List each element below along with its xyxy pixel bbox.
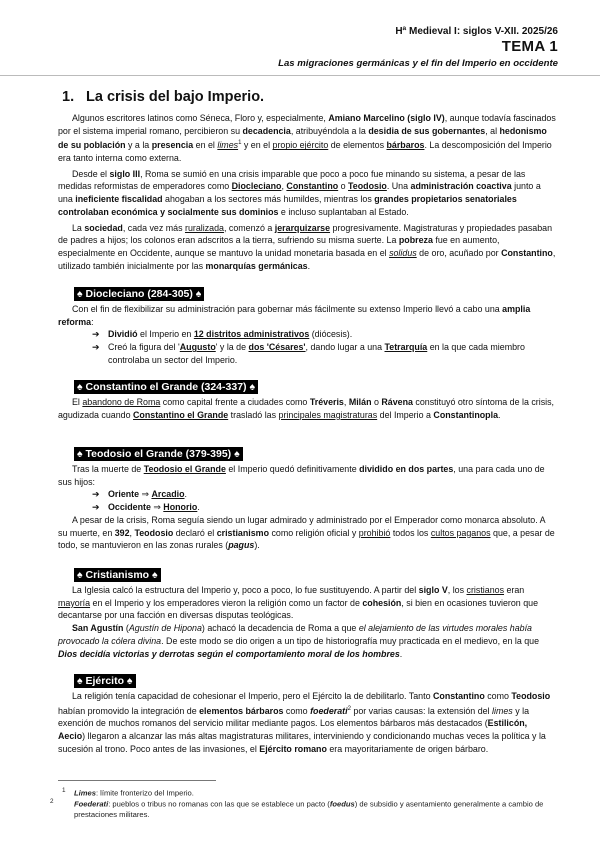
section-number: 1. — [62, 89, 75, 105]
cristianismo-paragraph-1: La Iglesia calcó la estructura del Imperio y, poco a poco, lo fue sustituyendo. A partir del siglo V, los cristianos eran mayoría en el Imperio y los emperadores vieron la religión como un factor de cohesión, si bien en ocasiones tuvieron que decantarse por una facción en diversas disputas teológicas. — [58, 585, 539, 621]
diocleciano-item-2: ➔ Creó la figura del 'Augusto' y la de dos 'Césares', dando lugar a una Tetrarquía en la que cada miembro controlaba un sector del Imperio. — [92, 342, 525, 365]
intro-paragraph-1: Algunos escritores latinos como Séneca, Floro y, especialmente, Amiano Marcelino (siglo IV), aunque todavía fascinados por el sistema imperial romano, percibieron su decadencia, atribuyéndola a la desidia de sus gobernantes, al hedonismo de su población y a la presencia en el limes$^1$ y en el propio ejército de elementos bárbaros. La descomposición del Imperio era tanto interna como externa. — [58, 113, 556, 164]
footnote-1: $^1$ Limes: límite fronterizo del Imperio. — [62, 787, 194, 798]
arrow-bullet-icon: ➔ — [92, 489, 100, 500]
header-course: Hª Medieval I: siglos V-XII. 2025/26 — [395, 26, 558, 37]
footnote-ref-foederati: foederati — [310, 705, 348, 716]
section-title — [62, 89, 264, 105]
section-title-text: La crisis del bajo Imperio. — [86, 89, 265, 105]
intro-paragraph-2: Desde el siglo III, Roma se sumió en una crisis imparable que poco a poco fue minando su sistema, a pesar de las medidas reformistas de emperadores como Diocleciano, Constantino o Teodosio. Una administración coactiva junto a una ineficiente fiscalidad ahogaban a los sectores más humildes, mientras los grandes propietarios senatoriales controlaban económica y socialmente sus dominios e incluso suplantaban al Estado. — [58, 168, 541, 217]
subheading-diocleciano: ♠ Diocleciano (284-305) ♠ — [74, 287, 204, 301]
subheading-teodosio: ♠ Teodosio el Grande (379-395) ♠ — [74, 447, 243, 461]
arrow-bullet-icon: ➔ — [92, 502, 100, 513]
subheading-cristianismo: ♠ Cristianismo ♠ — [74, 568, 161, 582]
header-divider — [0, 75, 600, 76]
diocleciano-block — [58, 303, 556, 367]
intro-block — [58, 112, 556, 272]
diocleciano-paragraph: Con el fin de flexibilizar su administración para gobernar más fácilmente su extenso Imperio llevó a cabo una amplia reforma: — [58, 304, 531, 327]
footnote-divider — [58, 780, 216, 781]
cristianismo-paragraph-2: San Agustín (Agustín de Hipona) achacó la decadencia de Roma a que el alejamiento de las virtudes morales había provocado la cólera divina. De este modo se dio origen a un tipo de historiografía muy practicada en el medievo, en la que Dios decidía victorias y derrotas según el comportamiento moral de los hombres. — [58, 623, 540, 659]
subheading-constantino: ♠ Constantino el Grande (324-337) ♠ — [74, 380, 258, 394]
teodosio-block — [58, 463, 556, 552]
footnote-ref-limes: limes — [217, 140, 239, 151]
arrow-bullet-icon: ➔ — [92, 329, 100, 340]
diocleciano-item-1: ➔ Dividió el Imperio en 12 distritos administrativos (diócesis). — [92, 329, 353, 340]
ejercito-paragraph: La religión tenía capacidad de cohesionar el Imperio, pero el Ejército la de debilitarlo. Tanto Constantino como Teodosio habían promovido la integración de elementos bárbaros como foederati$^2$ por varias causas: la extensión del limes y la exención de muchos romanos del servicio militar mediante pagos. Los elementos bárbaros más destacados (Estilicón, Aecio) llegaron a alcanzar las más altas magistraturas militares, interviniendo y condicionando muchas veces la política y la sucesión al trono. Poco antes de las invasiones, el Ejército romano era mayoritariamente de origen bárbaro. — [58, 691, 551, 754]
cristianismo-block — [58, 584, 556, 660]
subheading-ejercito: ♠ Ejército ♠ — [74, 674, 136, 688]
header-tema: TEMA 1 — [501, 38, 558, 55]
header-subtitle: Las migraciones germánicas y el fin del Imperio en occidente — [278, 58, 558, 69]
teodosio-item-occidente: ➔ Occidente ⇒ Honorio. — [92, 502, 200, 513]
ejercito-block — [58, 690, 556, 755]
teodosio-paragraph-2: A pesar de la crisis, Roma seguía siendo un lugar admirado y administrado por el Emperador como monarca absoluto. A su muerte, en 392, Teodosio declaró el cristianismo como religión oficial y prohibió todos los cultos paganos que, a pesar de todo, se mantuvieron en las zonas rurales (pagus). — [58, 514, 555, 551]
footnote-2: $^2$ Foederati: pueblos o tribus no romanas con las que se establece un pacto (foedus) de subsidio y asentamiento generalmente a cambio de prestaciones militares. — [50, 798, 544, 819]
teodosio-paragraph-1: Tras la muerte de Teodosio el Grande el Imperio quedó definitivamente dividido en dos partes, una para cada uno de sus hijos: — [58, 464, 545, 487]
intro-paragraph-3: La sociedad, cada vez más ruralizada, comenzó a jerarquizarse progresivamente. Magistraturas y propiedades pasaban de padres a hijos; los colonos eran adscritos a la tierra, sufriendo su misma suerte. La pobreza fue en aumento, especialmente en Occidente, aunque se mantuvo la unidad monetaria basada en el solidus de oro, acuñado por Constantino, utilizado también inicialmente por las monarquías germánicas. — [58, 222, 556, 271]
constantino-block — [58, 396, 556, 421]
teodosio-item-oriente: ➔ Oriente ⇒ Arcadio. — [92, 489, 187, 500]
arrow-bullet-icon: ➔ — [92, 342, 100, 353]
constantino-paragraph: El abandono de Roma como capital frente a ciudades como Tréveris, Milán o Rávena constituyó otro síntoma de la crisis, agudizada cuando Constantino el Grande trasladó las principales magistraturas del Imperio a Constantinopla. — [58, 397, 555, 420]
